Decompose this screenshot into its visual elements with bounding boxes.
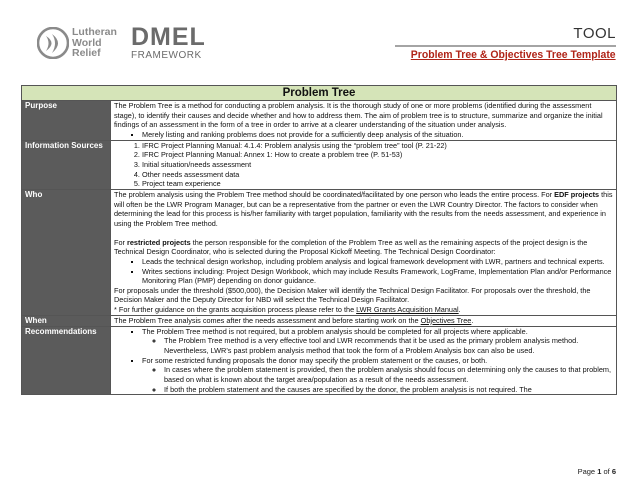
template-title: Problem Tree & Objectives Tree Template xyxy=(411,49,616,61)
recommendation-text: For some restricted funding proposals the donor may specify the problem statement or the causes, or both. xyxy=(142,355,488,365)
org-line: World xyxy=(72,36,102,49)
when-text: The Problem Tree analysis comes after the needs assessment and before starting work on the xyxy=(114,315,419,325)
who-bold: restricted projects xyxy=(126,237,191,247)
list-item: ▪ Writes sections including: Project Design Workbook, which may include Results Framework, LogFrame, Implementation Plan and/or Performance Monitoring Plan (PMP) depending on donor guidance. xyxy=(142,267,613,286)
list-item: 4. Other needs assessment data xyxy=(142,170,613,180)
page-total: 6 xyxy=(611,467,616,476)
lutheran-world-relief-logo xyxy=(37,27,69,59)
list-item: ◦ If both the problem statement and the causes are specified by the donor, the problem analysis is not required. The xyxy=(164,385,613,395)
purpose-bullets xyxy=(114,130,613,140)
grants-manual-link[interactable]: LWR Grants Acquisition Manual xyxy=(356,305,459,315)
page-prefix: Page xyxy=(577,467,596,476)
who-text: For xyxy=(114,237,125,247)
table-title-row xyxy=(22,86,617,101)
list-item: ▪ Merely listing and ranking problems does not provide for a sufficiently deep analysis of the situation. xyxy=(142,130,613,140)
dmel-subtitle: FRAMEWORK xyxy=(131,50,202,61)
org-line: Lutheran xyxy=(72,26,117,38)
org-name xyxy=(72,27,117,59)
who-paragraph xyxy=(114,190,613,229)
list-item: ◦ The Problem Tree method is a very effective tool and LWR recommends that it be used as the primary problem analysis method. Nevertheless, LWR’s past problem analysis method that took the form of a Problem Analysis box can also be used. xyxy=(164,336,613,355)
who-bold: EDF projects xyxy=(554,189,600,199)
problem-tree-table xyxy=(21,85,617,395)
row-label-purpose: Purpose xyxy=(22,101,111,141)
tool-label: TOOL xyxy=(573,25,616,42)
who-paragraph: For proposals under the threshold ($500,000), the Decision Maker will identify the Technical Design Facilitator. For proposals over the threshold, the Decision Maker and the Deputy Director for NBD will select the Technical Design Facilitator. xyxy=(114,285,591,305)
table-title: Problem Tree xyxy=(22,86,617,101)
who-paragraph xyxy=(114,305,613,315)
recommendation-text: The Problem Tree method is not required, but a problem analysis should be completed for all projects where applicable. xyxy=(142,326,528,336)
header-divider xyxy=(395,45,616,47)
table-row xyxy=(22,140,617,189)
page-header xyxy=(0,0,638,80)
table-row xyxy=(22,101,617,141)
recommendations-content xyxy=(111,326,617,395)
page-of: of xyxy=(603,467,610,476)
when-text: . xyxy=(471,315,474,325)
list-item: ▪ Leads the technical design workshop, including problem analysis and logical framework development with LWR, partners and technical experts. xyxy=(142,257,613,267)
who-text: this will often be the LWR Program Manager, but can be a representative from the partner or even the LWR Country Director. The factors to consider when determining the lead for this process is his/her familiarity with target population, familiarity with the results from the needs assessment, and experience in using the Problem Tree method. xyxy=(114,189,613,228)
spacer xyxy=(114,229,613,238)
table-row xyxy=(22,315,617,326)
org-line: Relief xyxy=(72,47,101,59)
row-label-recommendations: Recommendations xyxy=(22,326,111,395)
who-bullets xyxy=(114,257,613,286)
who-text: The problem analysis using the Problem Tree method should be coordinated/facilitated by one person who leads the entire process. For xyxy=(114,189,553,199)
row-label-who: Who xyxy=(22,189,111,315)
who-text: * For further guidance on the grants acquisition process please refer to the xyxy=(114,305,355,315)
list-item xyxy=(142,356,613,395)
table-row xyxy=(22,326,617,395)
page-footer xyxy=(578,467,616,476)
purpose-content xyxy=(111,101,617,141)
list-item xyxy=(142,327,613,356)
who-text: the person responsible for the completion of the Problem Tree as well as the remaining aspects of the project design is the Technical Design Coordinator, who is selected during the Proposal Kickoff Meeting. The Technical Design Coordinator: xyxy=(114,237,588,257)
page-number: 1 xyxy=(597,467,602,476)
purpose-text: The Problem Tree is a method for conducting a problem analysis. It is the thorough study of one or more problems (identified during the assessment stage), to identify their causes and decide whether and how to address them. The aim of problem tree is to structure, summarize and organize the initial findings of an assessment in the form of a tree in order to arrive at a clearer understanding of the situation under analysis. xyxy=(114,101,603,130)
when-content xyxy=(111,315,617,326)
table-row xyxy=(22,189,617,315)
recommendation-subitems xyxy=(142,336,613,355)
list-item: 5. Project team experience xyxy=(142,179,613,189)
row-label-sources: Information Sources xyxy=(22,140,111,189)
objectives-tree-link[interactable]: Objectives Tree xyxy=(420,315,472,325)
recommendation-subitems xyxy=(142,365,613,394)
row-label-when: When xyxy=(22,315,111,326)
list-item: 3. Initial situation/needs assessment xyxy=(142,160,613,170)
sources-list xyxy=(114,141,613,189)
who-content xyxy=(111,189,617,315)
when-paragraph xyxy=(114,316,613,326)
list-item: 2. IFRC Project Planning Manual: Annex 1: How to create a problem tree (P. 51-53) xyxy=(142,150,613,160)
list-item: 1. IFRC Project Planning Manual: 4.1.4: Problem analysis using the “problem tree” tool (P. 21-22) xyxy=(142,141,613,151)
sources-content xyxy=(111,140,617,189)
recommendations-bullets xyxy=(114,327,613,395)
list-item: ◦ In cases where the problem statement is provided, then the problem analysis should focus on determining only the causes to that problem, based on what is known about the target area/population as a result of the needs assessment. xyxy=(164,365,613,384)
who-text: . xyxy=(458,305,461,315)
who-paragraph xyxy=(114,238,613,257)
dmel-title: DMEL xyxy=(131,23,206,51)
